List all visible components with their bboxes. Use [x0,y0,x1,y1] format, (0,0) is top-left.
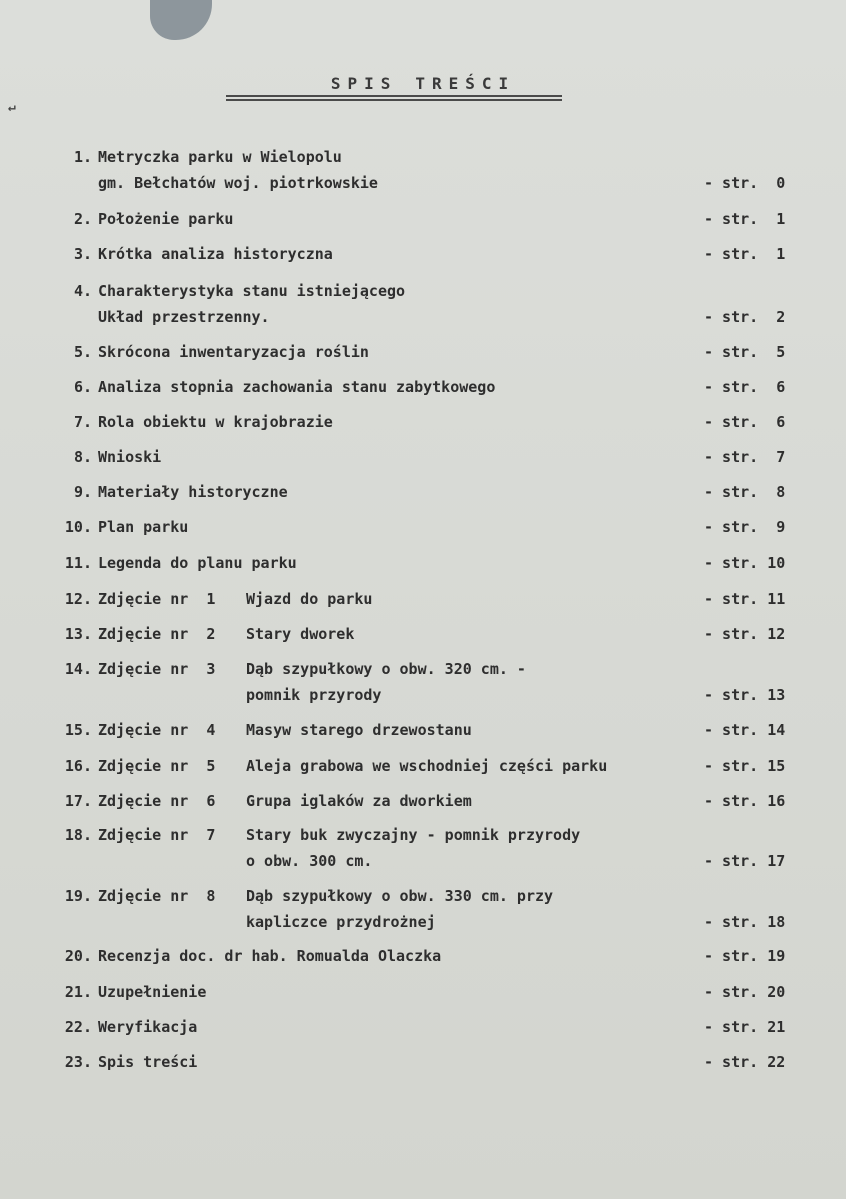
toc-entry-number: 19. [64,887,92,905]
toc-entry-number: 12. [64,590,92,608]
toc-entry-page: - str. 7 [704,448,786,466]
toc-entry-photo-prefix: Zdjęcie nr 6 [98,792,216,810]
toc-entry-page: - str. 8 [704,483,786,501]
toc-entry-text: Rola obiektu w krajobrazie [98,413,333,431]
toc-entry-photo-prefix: Zdjęcie nr 4 [98,721,216,739]
toc-entry-number: 3. [73,245,92,263]
toc-entry-text: Charakterystyka stanu istniejącego [98,282,406,300]
toc-entry-photo-prefix: Zdjęcie nr 8 [98,887,216,905]
toc-entry-text: Stary buk zwyczajny - pomnik przyrody [246,826,581,844]
toc-entry-page: - str. 17 [704,852,786,870]
toc-entry-text: Uzupełnienie [98,983,207,1001]
toc-entry-number: 6. [73,378,92,396]
toc-entry-number: 5. [73,343,92,361]
toc-entry-page: - str. 9 [704,518,786,536]
margin-mark: ↵ [8,100,16,115]
toc-entry-page: - str. 2 [704,308,786,326]
toc-entry-photo-prefix: Zdjęcie nr 5 [98,757,216,775]
toc-entry-number: 8. [73,448,92,466]
toc-entry-text: Recenzja doc. dr hab. Romualda Olaczka [98,947,442,965]
toc-entry-number: 22. [64,1018,92,1036]
toc-entry-page: - str. 20 [704,983,786,1001]
toc-entry-text: Krótka analiza historyczna [98,245,333,263]
toc-entry-text: Analiza stopnia zachowania stanu zabytkowego [98,378,496,396]
toc-entry-number: 2. [73,210,92,228]
toc-entry-text: Weryfikacja [98,1018,198,1036]
title-word-2: TREŚCI [415,74,516,93]
toc-entry-page: - str. 1 [704,245,786,263]
toc-entry-number: 18. [64,826,92,844]
toc-entry-text: Wjazd do parku [246,590,373,608]
toc-entry-text: Wnioski [98,448,162,466]
toc-entry-page: - str. 21 [704,1018,786,1036]
toc-entry-text: kapliczce przydrożnej [246,913,436,931]
toc-entry-text: o obw. 300 cm. [246,852,373,870]
toc-entry-number: 23. [64,1053,92,1071]
toc-entry-text: Skrócona inwentaryzacja roślin [98,343,369,361]
toc-entry-number: 10. [64,518,92,536]
toc-entry-page: - str. 0 [704,174,786,192]
toc-entry-text: gm. Bełchatów woj. piotrkowskie [98,174,378,192]
toc-entry-number: 4. [73,282,92,300]
toc-entry-text: Legenda do planu parku [98,554,297,572]
toc-entry-number: 14. [64,660,92,678]
toc-entry-text: Materiały historyczne [98,483,288,501]
toc-entry-page: - str. 18 [704,913,786,931]
toc-entry-number: 17. [64,792,92,810]
toc-entry-photo-prefix: Zdjęcie nr 2 [98,625,216,643]
toc-entry-page: - str. 10 [704,554,786,572]
toc-entry-text: pomnik przyrody [246,686,382,704]
toc-entry-page: - str. 1 [704,210,786,228]
toc-entry-text: Grupa iglaków za dworkiem [246,792,472,810]
toc-entry-text: Dąb szypułkowy o obw. 320 cm. - [246,660,526,678]
toc-entry-number: 13. [64,625,92,643]
toc-entry-page: - str. 5 [704,343,786,361]
toc-entry-text: Spis treści [98,1053,198,1071]
toc-entry-page: - str. 6 [704,413,786,431]
toc-entry-number: 9. [73,483,92,501]
toc-entry-number: 20. [64,947,92,965]
toc-entry-number: 21. [64,983,92,1001]
toc-entry-text: Metryczka parku w Wielopolu [98,148,342,166]
toc-entry-page: - str. 13 [704,686,786,704]
toc-entry-number: 15. [64,721,92,739]
toc-entry-text: Stary dworek [246,625,355,643]
toc-entry-text: Układ przestrzenny. [98,308,270,326]
toc-entry-photo-prefix: Zdjęcie nr 3 [98,660,216,678]
toc-entry-number: 11. [64,554,92,572]
toc-entry-page: - str. 11 [704,590,786,608]
toc-entry-text: Dąb szypułkowy o obw. 330 cm. przy [246,887,554,905]
toc-entry-number: 1. [73,148,92,166]
toc-entry-photo-prefix: Zdjęcie nr 1 [98,590,216,608]
toc-entry-page: - str. 15 [704,757,786,775]
toc-entry-page: - str. 14 [704,721,786,739]
toc-entry-number: 16. [64,757,92,775]
toc-entry-number: 7. [73,413,92,431]
toc-entry-page: - str. 12 [704,625,786,643]
toc-entry-text: Aleja grabowa we wschodniej części parku [246,757,608,775]
toc-entry-text: Masyw starego drzewostanu [246,721,472,739]
toc-entry-page: - str. 16 [704,792,786,810]
toc-entry-page: - str. 6 [704,378,786,396]
toc-entry-text: Położenie parku [98,210,234,228]
toc-entry-page: - str. 19 [704,947,786,965]
toc-entry-page: - str. 22 [704,1053,786,1071]
toc-entry-text: Plan parku [98,518,189,536]
toc-entry-photo-prefix: Zdjęcie nr 7 [98,826,216,844]
title-word-1: SPIS [330,74,398,93]
